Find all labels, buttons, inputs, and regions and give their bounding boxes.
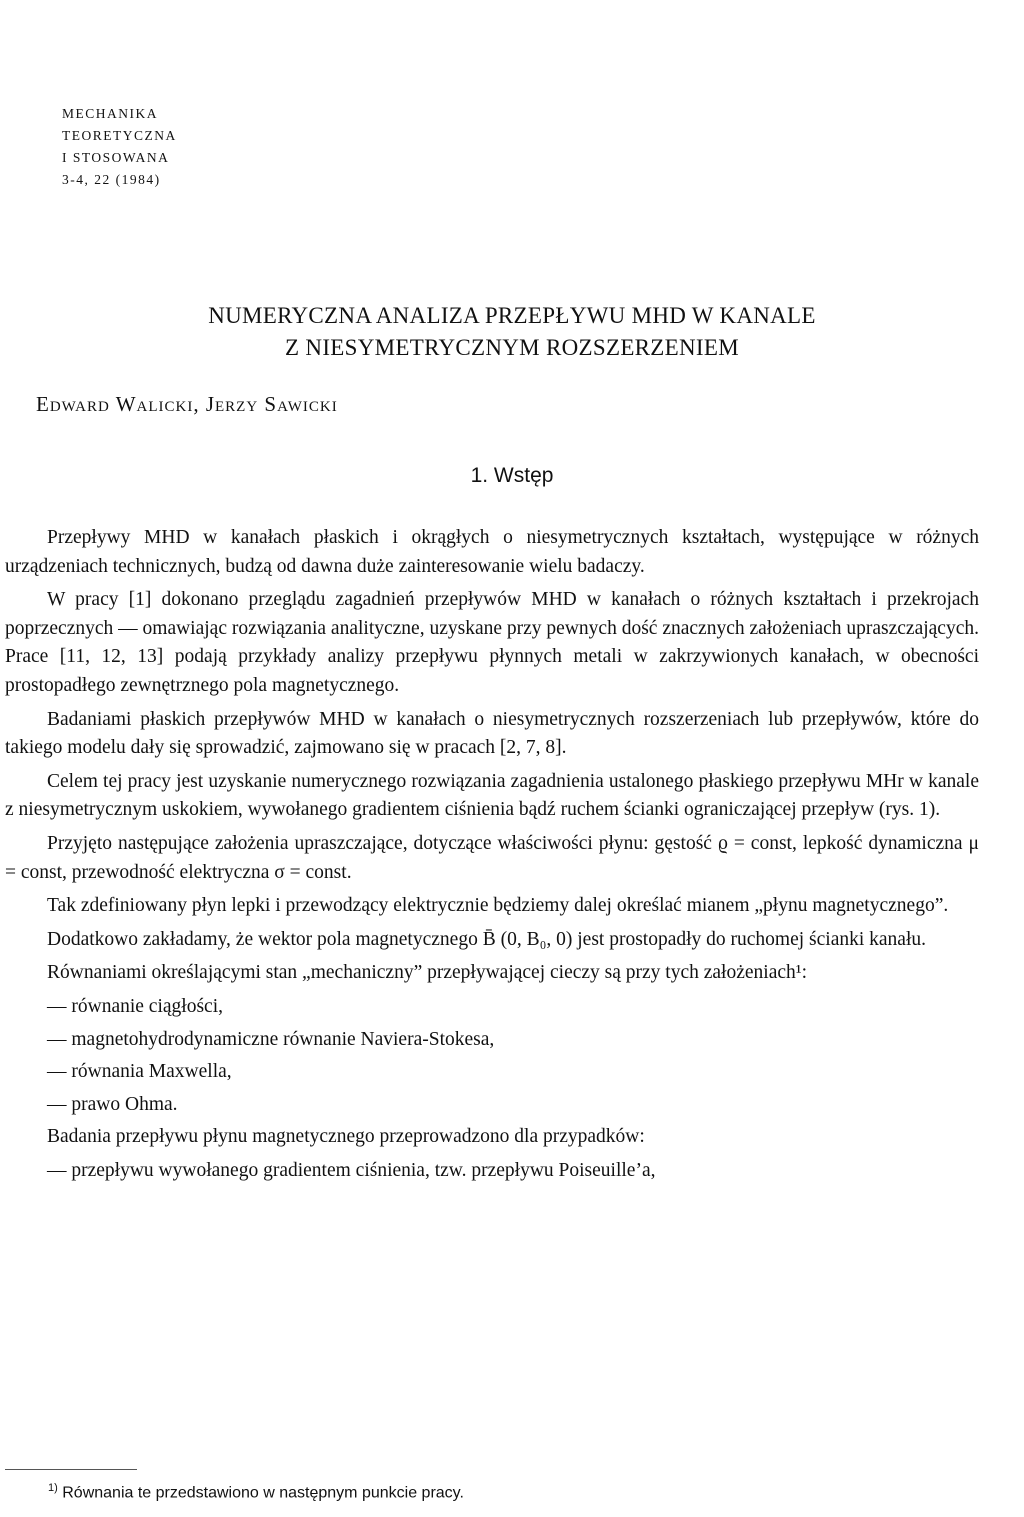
footnote-divider (5, 1469, 137, 1470)
footnote-marker: 1) (48, 1482, 58, 1494)
list-item-maxwell: — równania Maxwella, (47, 1061, 232, 1083)
paragraph-intro: Przepływy MHD w kanałach płaskich i okrągłych o niesymetrycznych kształtach, występujące w różnych urządzeniach technicznych, budzą od dawna duże zainteresowanie wielu badaczy. (5, 527, 979, 577)
paragraph-prior-work: Badaniami płaskich przepływów MHD w kanałach o niesymetrycznych rozszerzeniach lub przepływów, które do takiego modelu dały się sprowadzić, zajmowano się w pracach [2, 7, 8]. (5, 708, 979, 759)
paragraph-goal: Celem tej pracy jest uzyskanie numerycznego rozwiązania zagadnienia ustalonego płaskiego przepływu MHr w kanale z niesymetrycznym uskokiem, wywołanego gradientem ciśnienia bądź ruchem ścianki ograniczającej przepływ (rys. 1). (5, 770, 979, 821)
list-item-continuity: — równanie ciągłości, (47, 995, 223, 1017)
list-item-navier-stokes: — magnetohydrodynamiczne równanie Naviera-Stokesa, (47, 1028, 495, 1050)
paragraph-assumptions: Przyjęto następujące założenia upraszczające, dotyczące właściwości płynu: gęstość ϱ = const, lepkość dynamiczna μ = const, przewodność elektryczna σ = const. (5, 832, 979, 883)
paragraph-equations-intro: Równaniami określającymi stan „mechaniczny” przepływającej cieczy są przy tych założeniach¹: (47, 962, 808, 984)
journal-header (62, 103, 177, 191)
article-title-line-1: NUMERYCZNA ANALIZA PRZEPŁYWU MHD W KANALE (208, 303, 816, 328)
paragraph-magnetic-field: Dodatkowo zakładamy, że wektor pola magnetycznego B̄ (0, B₀, 0) jest prostopadły do ruchomej ścianki kanału. (47, 928, 926, 950)
article-title-line-2: Z NIESYMETRYCZNYM ROZSZERZENIEM (285, 335, 739, 360)
journal-issue: 3-4, 22 (1984) (62, 172, 161, 187)
footnote (48, 1482, 464, 1502)
journal-name-line-3: I STOSOWANA (62, 150, 170, 165)
article-authors: Edward Walicki, Jerzy Sawicki (36, 392, 338, 416)
article-title (0, 300, 1024, 364)
section-heading: 1. Wstęp (470, 464, 554, 487)
paragraph-fluid-definition: Tak zdefiniowany płyn lepki i przewodzący elektrycznie będziemy dalej określać mianem „płynu magnetycznego”. (47, 895, 949, 917)
paragraph-cases-intro: Badania przepływu płynu magnetycznego przeprowadzono dla przypadków: (47, 1126, 645, 1148)
list-item-poiseuille: — przepływu wywołanego gradientem ciśnienia, tzw. przepływu Poiseuille’a, (47, 1159, 656, 1181)
footnote-text: Równania te przedstawiono w następnym punkcie pracy. (62, 1484, 464, 1502)
article-body (5, 524, 979, 1189)
journal-name-line-1: MECHANIKA (62, 106, 158, 121)
list-item-ohm: — prawo Ohma. (47, 1093, 178, 1115)
journal-name-line-2: TEORETYCZNA (62, 128, 177, 143)
paragraph-review: W pracy [1] dokonano przeglądu zagadnień przepływów MHD w kanałach o różnych kształtach i przekrojach poprzecznych — omawiając rozwiązania analityczne, uzyskane przy pewnych dość znacznych założeniach upraszczających. Prace [11, 12, 13] podają przykłady analizy przepływu płynnych metali w zakrzywionych kanałach, w obecności prostopadłego zewnętrznego pola magnetycznego. (5, 589, 979, 696)
